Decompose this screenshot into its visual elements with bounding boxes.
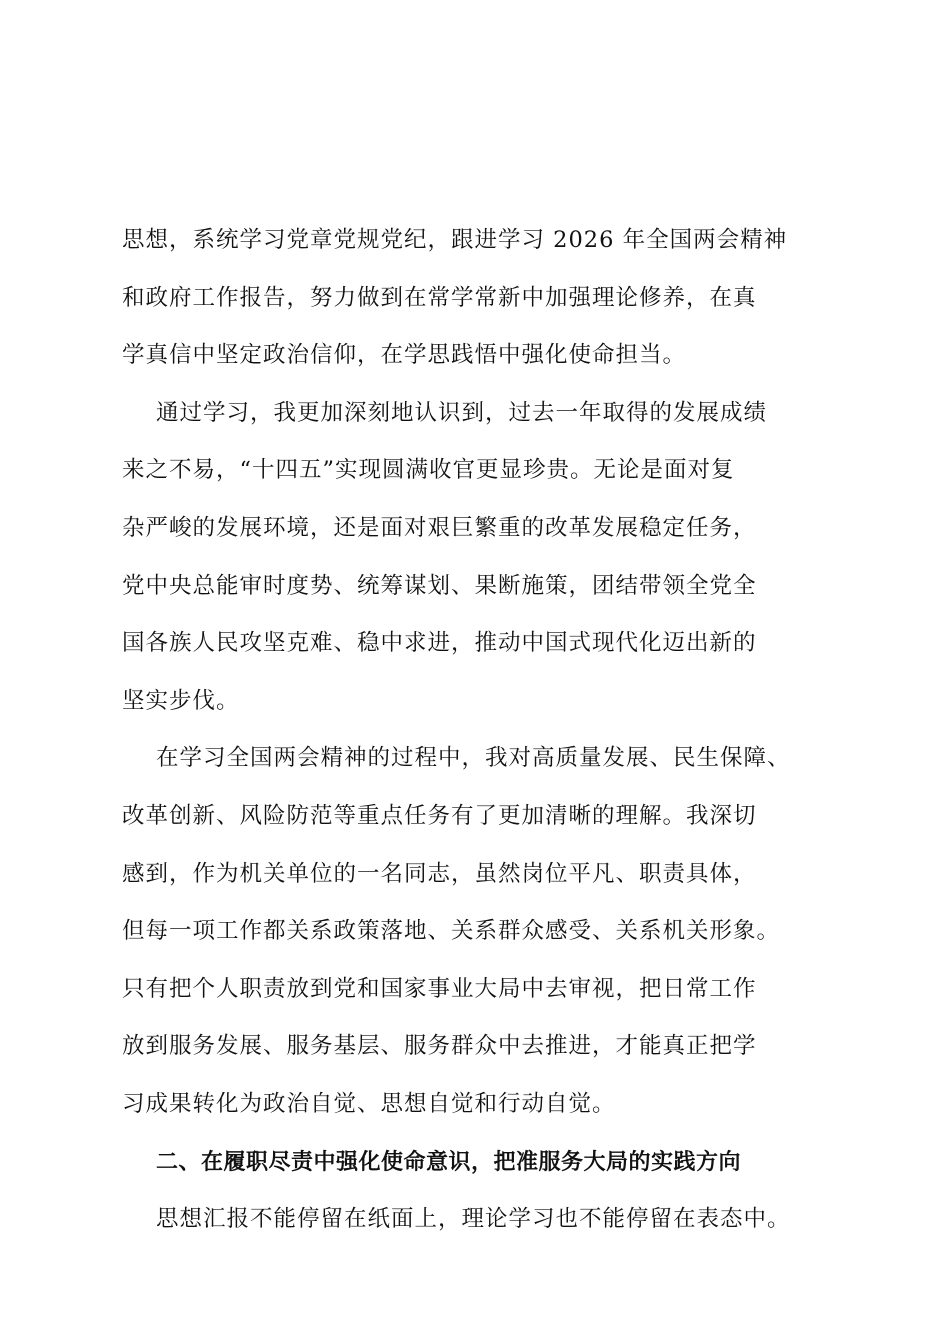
text-line: 党中央总能审时度势、统筹谋划、果断施策，团结带领全党全 <box>122 572 757 599</box>
text-line: 坚实步伐。 <box>122 687 240 714</box>
text-line: 思想，系统学习党章党规党纪，跟进学习 2026 年全国两会精神 <box>122 227 788 253</box>
text-line: 国各族人民攻坚克难、稳中求进，推动中国式现代化迈出新的 <box>122 630 757 657</box>
text-line: 只有把个人职责放到党和国家事业大局中去审视，把日常工作 <box>122 975 757 1002</box>
text-line: 放到服务发展、服务基层、服务群众中去推进，才能真正把学 <box>122 1033 757 1060</box>
text-line: 来之不易，“十四五”实现圆满收官更显珍贵。无论是面对复 <box>122 457 735 484</box>
text-line: 学真信中坚定政治信仰，在学思践悟中强化使命担当。 <box>122 342 687 369</box>
text-line: 通过学习，我更加深刻地认识到，过去一年取得的发展成绩 <box>156 399 768 426</box>
paragraph-4 <box>122 1191 832 1249</box>
section-heading: 二、在履职尽责中强化使命意识，把准服务大局的实践方向 <box>156 1149 742 1175</box>
document-body <box>122 212 832 1249</box>
text-line: 和政府工作报告，努力做到在常学常新中加强理论修养，在真 <box>122 284 757 311</box>
text-line: 在学习全国两会精神的过程中，我对高质量发展、民生保障、 <box>156 745 791 772</box>
text-line: 习成果转化为政治自觉、思想自觉和行动自觉。 <box>122 1090 616 1117</box>
paragraph-1 <box>122 212 832 385</box>
text-line: 改革创新、风险防范等重点任务有了更加清晰的理解。我深切 <box>122 802 757 829</box>
paragraph-2 <box>122 385 832 731</box>
text-line: 杂严峻的发展环境，还是面对艰巨繁重的改革发展稳定任务， <box>122 514 757 541</box>
text-line: 但每一项工作都关系政策落地、关系群众感受、关系机关形象。 <box>122 918 781 945</box>
paragraph-3 <box>122 730 832 1133</box>
text-line: 感到，作为机关单位的一名同志，虽然岗位平凡、职责具体， <box>122 860 757 887</box>
text-line: 思想汇报不能停留在纸面上，理论学习也不能停留在表态中。 <box>156 1206 791 1233</box>
